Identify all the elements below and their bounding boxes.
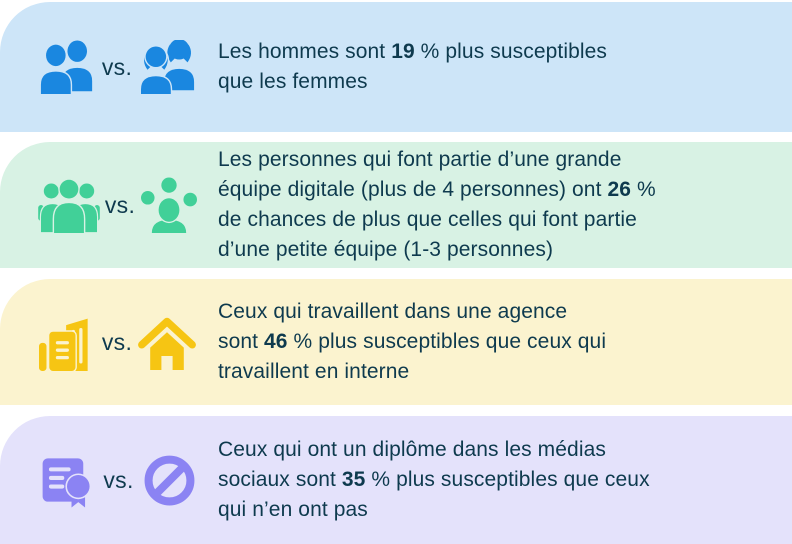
- icon-group-diploma: [38, 452, 198, 509]
- icon-group-gender: [38, 40, 198, 94]
- stat-text-gender: Les hommes sont 19 % plus susceptibles que les femmes: [218, 40, 608, 93]
- icon-group-team-size: [38, 177, 198, 233]
- vs-label: vs.: [101, 328, 133, 355]
- office-buildings-icon: [38, 313, 98, 371]
- house-icon: [136, 314, 198, 370]
- team-group-icon: [38, 177, 100, 233]
- men-pair-icon: [38, 40, 96, 94]
- stat-text-diploma: Ceux qui ont un diplôme dans les médias sociaux sont 35 % plus susceptibles que ceux qui n’en ont pas: [218, 438, 650, 521]
- person-dots-icon: [140, 177, 198, 233]
- certificate-icon: [38, 452, 96, 508]
- vs-label: vs.: [103, 466, 134, 493]
- stat-row-team-size: [0, 142, 792, 268]
- prohibition-icon: [141, 452, 198, 509]
- vs-label: vs.: [104, 191, 136, 218]
- stat-row-agency: [0, 279, 792, 405]
- vs-label: vs.: [101, 53, 133, 80]
- stat-row-gender: [0, 2, 792, 132]
- stat-text-team-size: Les personnes qui font partie d’une grande équipe digitale (plus de 4 personnes) ont 26 % de chances de plus que celles qui font partie d’une petite équipe (1-3 personnes): [218, 148, 656, 261]
- icon-group-agency: [38, 313, 198, 371]
- stat-row-diploma: [0, 416, 792, 544]
- women-pair-icon: [138, 40, 198, 94]
- stat-text-agency: Ceux qui travaillent dans une agence sont 46 % plus susceptibles que ceux qui travaillent en interne: [218, 300, 607, 383]
